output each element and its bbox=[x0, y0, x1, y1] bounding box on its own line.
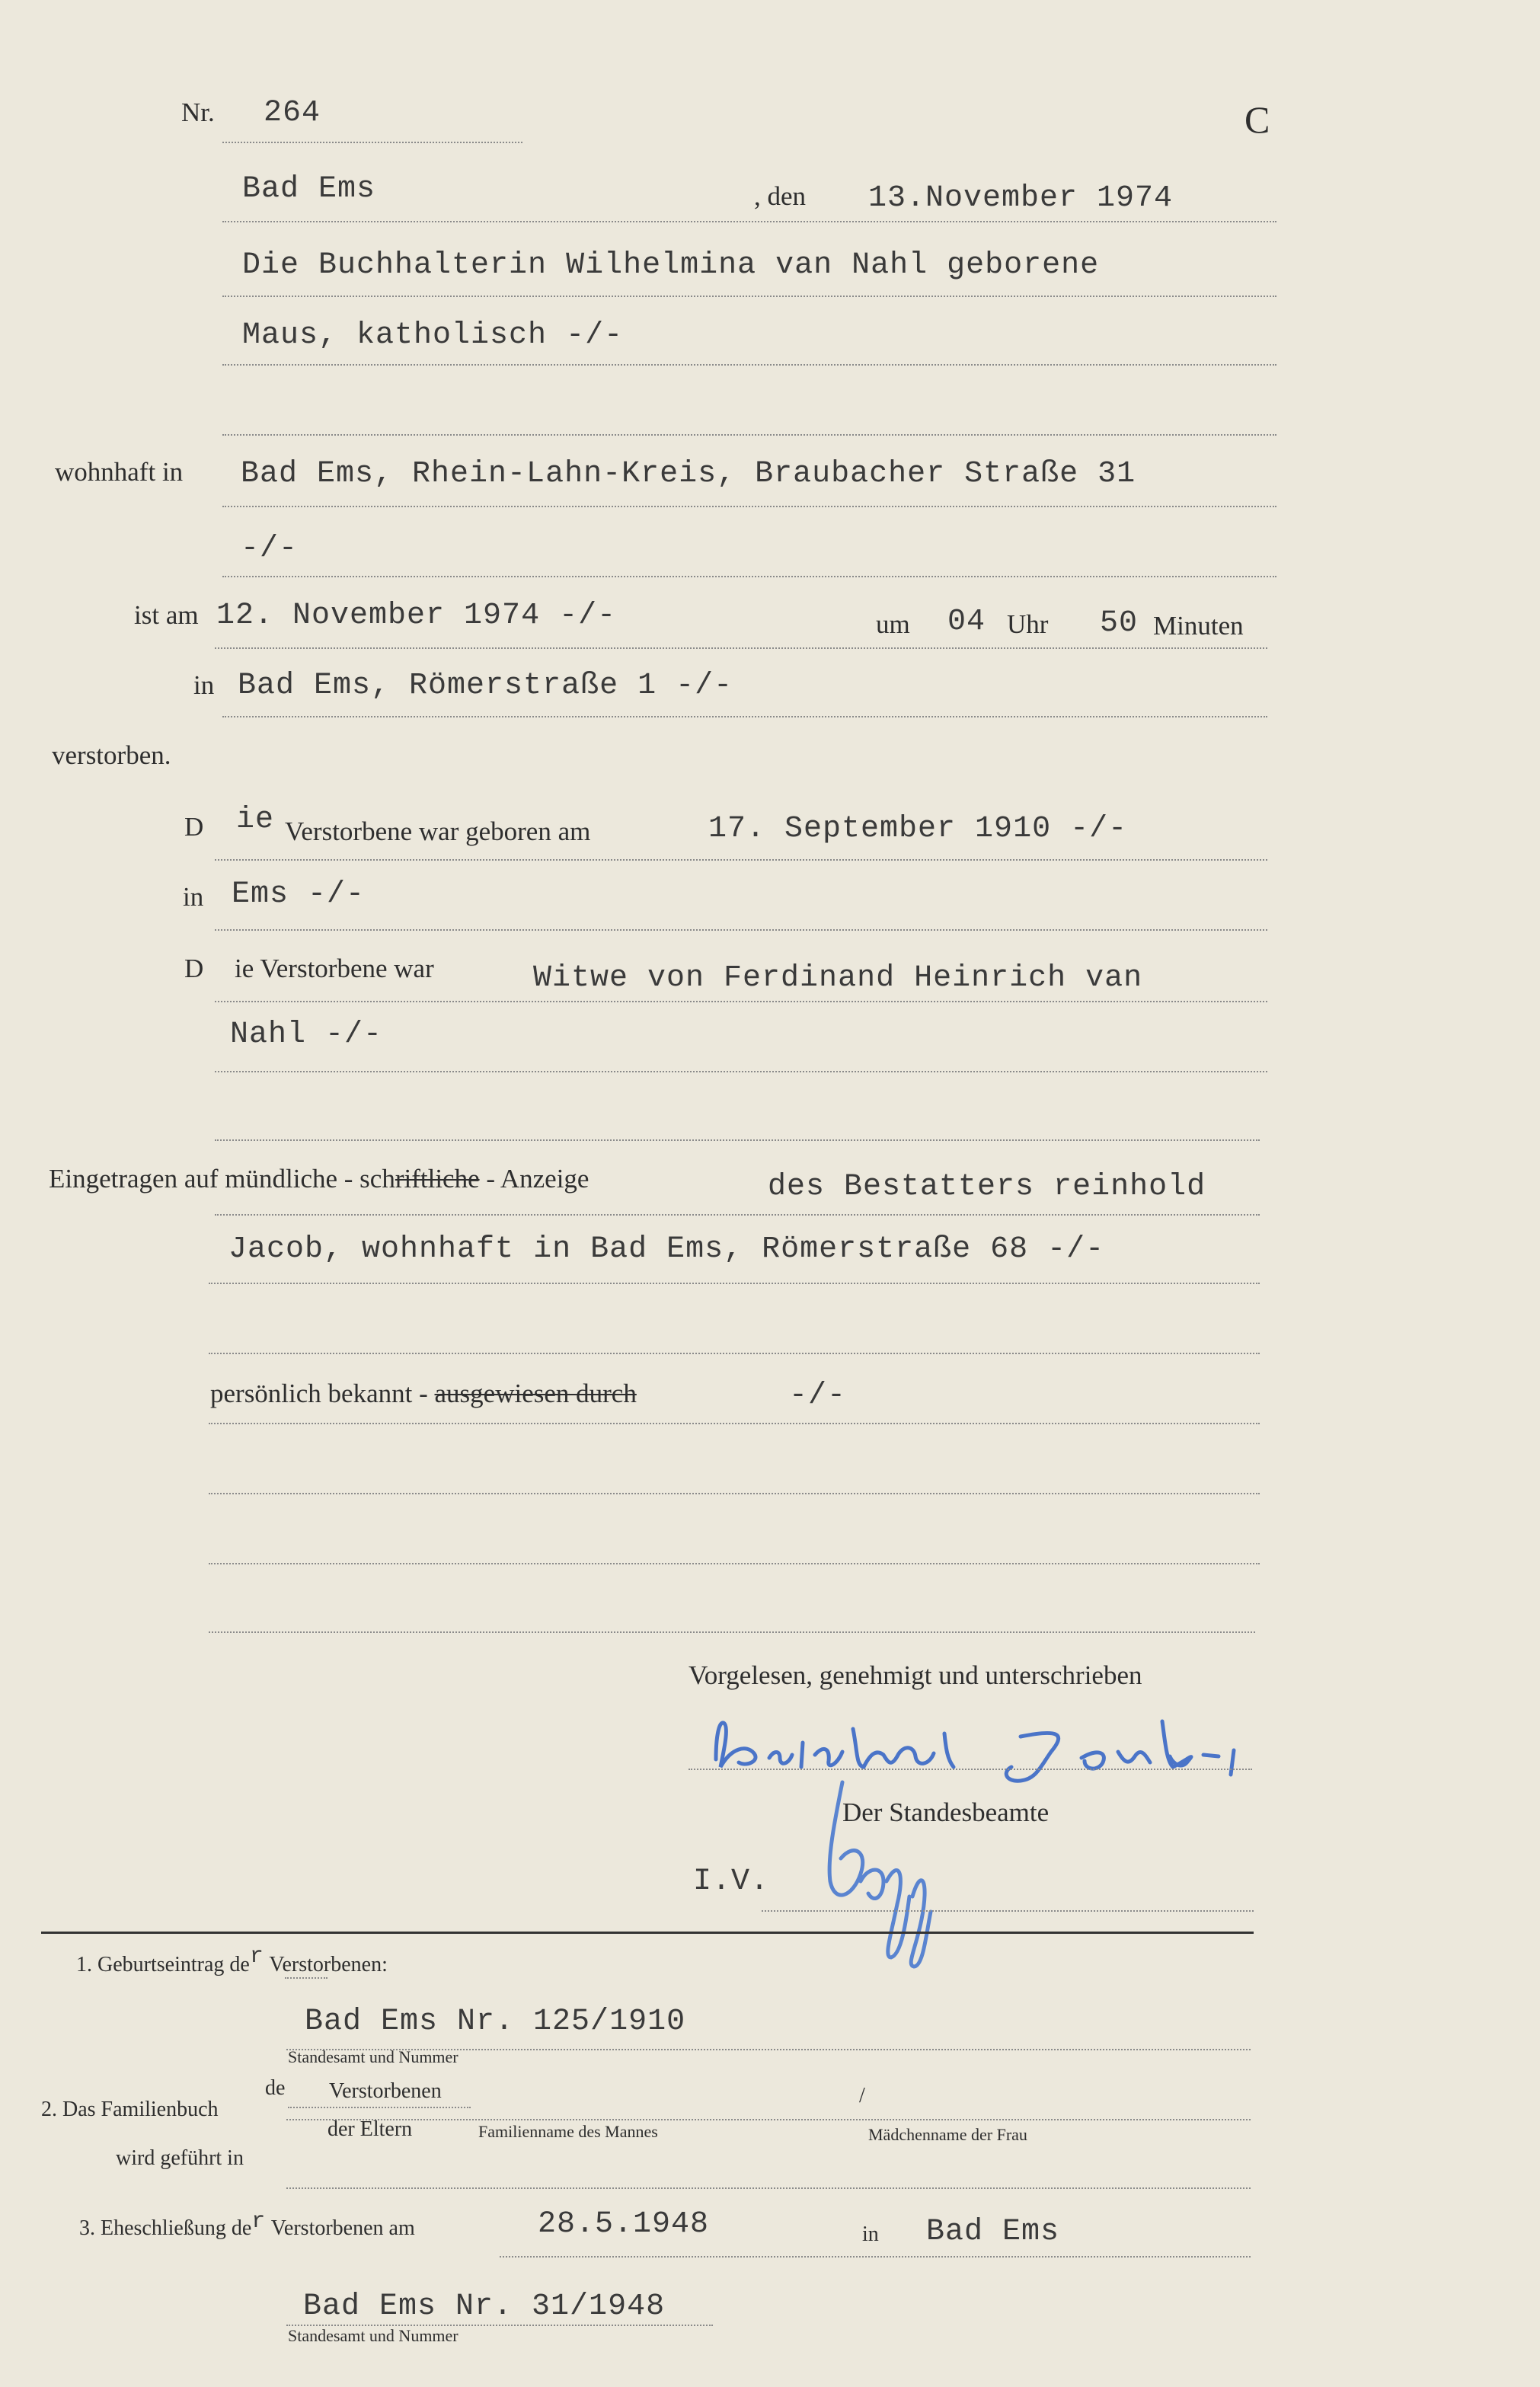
rule bbox=[222, 434, 1276, 436]
item1-caption: Standesamt und Nummer bbox=[288, 2047, 458, 2066]
birth-in-label: in bbox=[183, 882, 204, 912]
residence-line-1: Bad Ems, Rhein-Lahn-Kreis, Braubacher Straße 31 bbox=[241, 457, 1136, 491]
rule bbox=[222, 364, 1276, 366]
rule bbox=[689, 1769, 1252, 1770]
official-signature bbox=[807, 1767, 944, 1973]
den-label: , den bbox=[754, 181, 807, 211]
read-approved-label: Vorgelesen, genehmigt und unterschrieben bbox=[689, 1660, 1142, 1690]
rule bbox=[215, 929, 1267, 931]
known-label: persönlich bekannt - ausgewiesen durch bbox=[210, 1379, 637, 1408]
item2-eltern: der Eltern bbox=[327, 2117, 413, 2141]
death-minutes: 50 bbox=[1100, 606, 1139, 641]
witness-signature bbox=[701, 1706, 1280, 1797]
verstorben-label: verstorben. bbox=[52, 740, 171, 770]
ist-am-label: ist am bbox=[134, 600, 199, 630]
rule bbox=[762, 1910, 1254, 1912]
separator-line bbox=[41, 1932, 1254, 1934]
nr-label: Nr. bbox=[181, 97, 215, 127]
item1-value: Bad Ems Nr. 125/1910 bbox=[305, 2005, 686, 2039]
rule bbox=[215, 1139, 1260, 1141]
official-label: Der Standesbeamte bbox=[842, 1797, 1050, 1827]
person-line-1: Die Buchhalterin Wilhelmina van Nahl geborene bbox=[242, 248, 1100, 283]
rule bbox=[222, 716, 1267, 717]
rule bbox=[222, 142, 522, 143]
registration-line-1: des Bestatters reinhold bbox=[768, 1170, 1206, 1204]
item3-in: in bbox=[862, 2222, 879, 2246]
rule bbox=[215, 647, 1267, 649]
date-value: 13.November 1974 bbox=[868, 181, 1174, 216]
rule bbox=[222, 506, 1276, 507]
death-date: 12. November 1974 -/- bbox=[216, 599, 617, 633]
iv-label: I.V. bbox=[693, 1865, 770, 1899]
residence-line-2: -/- bbox=[241, 532, 299, 566]
rule bbox=[209, 1353, 1260, 1354]
rule bbox=[209, 1631, 1255, 1633]
death-in-label: in bbox=[193, 670, 215, 700]
death-hour: 04 bbox=[947, 605, 986, 639]
item2-value: Verstorbenen bbox=[329, 2079, 442, 2103]
item2-de: de bbox=[265, 2076, 286, 2100]
birth-place: Ems -/- bbox=[232, 877, 366, 912]
minuten-label: Minuten bbox=[1153, 611, 1244, 641]
item3-label: 3. Eheschließung der Verstorbenen am bbox=[79, 2209, 415, 2240]
status-label: ie Verstorbene war bbox=[235, 954, 434, 983]
rule bbox=[215, 1071, 1267, 1072]
rule bbox=[222, 296, 1276, 297]
death-place: Bad Ems, Römerstraße 1 -/- bbox=[238, 669, 733, 703]
rule bbox=[500, 2256, 1251, 2258]
registration-label: Eingetragen auf mündliche - schriftliche - Anzeige bbox=[49, 1164, 589, 1194]
residence-label: wohnhaft in bbox=[55, 457, 184, 487]
item1-label: 1. Geburtseintrag der Verstorbenen: bbox=[76, 1944, 388, 1976]
item2-label-b: wird geführt in bbox=[116, 2146, 244, 2170]
rule bbox=[209, 1283, 1260, 1284]
birth-date: 17. September 1910 -/- bbox=[708, 812, 1128, 846]
rule bbox=[285, 1977, 327, 1979]
item3-caption: Standesamt und Nummer bbox=[288, 2326, 458, 2345]
item2-label: 2. Das Familienbuch bbox=[41, 2098, 219, 2121]
rule bbox=[215, 1001, 1267, 1002]
place-value: Bad Ems bbox=[242, 172, 376, 206]
corner-letter: C bbox=[1244, 98, 1270, 141]
item2-slash: / bbox=[859, 2084, 865, 2107]
nr-value: 264 bbox=[264, 96, 321, 130]
item3-value: Bad Ems Nr. 31/1948 bbox=[303, 2290, 666, 2324]
rule bbox=[286, 2187, 1251, 2189]
birth-ie-typed: ie bbox=[236, 803, 275, 837]
rule bbox=[215, 859, 1267, 861]
registration-line-2: Jacob, wohnhaft in Bad Ems, Römerstraße 68 -/- bbox=[228, 1232, 1105, 1267]
item2-caption-f: Mädchenname der Frau bbox=[868, 2125, 1027, 2144]
birth-d-letter: D bbox=[184, 812, 204, 842]
status-line-2: Nahl -/- bbox=[230, 1018, 383, 1052]
rule bbox=[209, 1563, 1260, 1564]
item2-caption-m: Familienname des Mannes bbox=[478, 2122, 658, 2141]
rule bbox=[288, 2107, 471, 2108]
um-label: um bbox=[876, 609, 910, 639]
known-value: -/- bbox=[789, 1379, 847, 1413]
birth-label: Verstorbene war geboren am bbox=[285, 816, 591, 846]
rule bbox=[215, 1214, 1260, 1216]
uhr-label: Uhr bbox=[1007, 609, 1049, 639]
rule bbox=[209, 1423, 1260, 1424]
rule bbox=[222, 576, 1276, 577]
person-line-2: Maus, katholisch -/- bbox=[242, 318, 624, 353]
status-line-1: Witwe von Ferdinand Heinrich van bbox=[533, 961, 1143, 995]
item3-place: Bad Ems bbox=[926, 2215, 1060, 2249]
rule bbox=[286, 2119, 1251, 2120]
rule bbox=[209, 1493, 1260, 1494]
item3-date: 28.5.1948 bbox=[538, 2207, 710, 2242]
status-d-letter: D bbox=[184, 954, 204, 983]
rule bbox=[222, 221, 1276, 222]
